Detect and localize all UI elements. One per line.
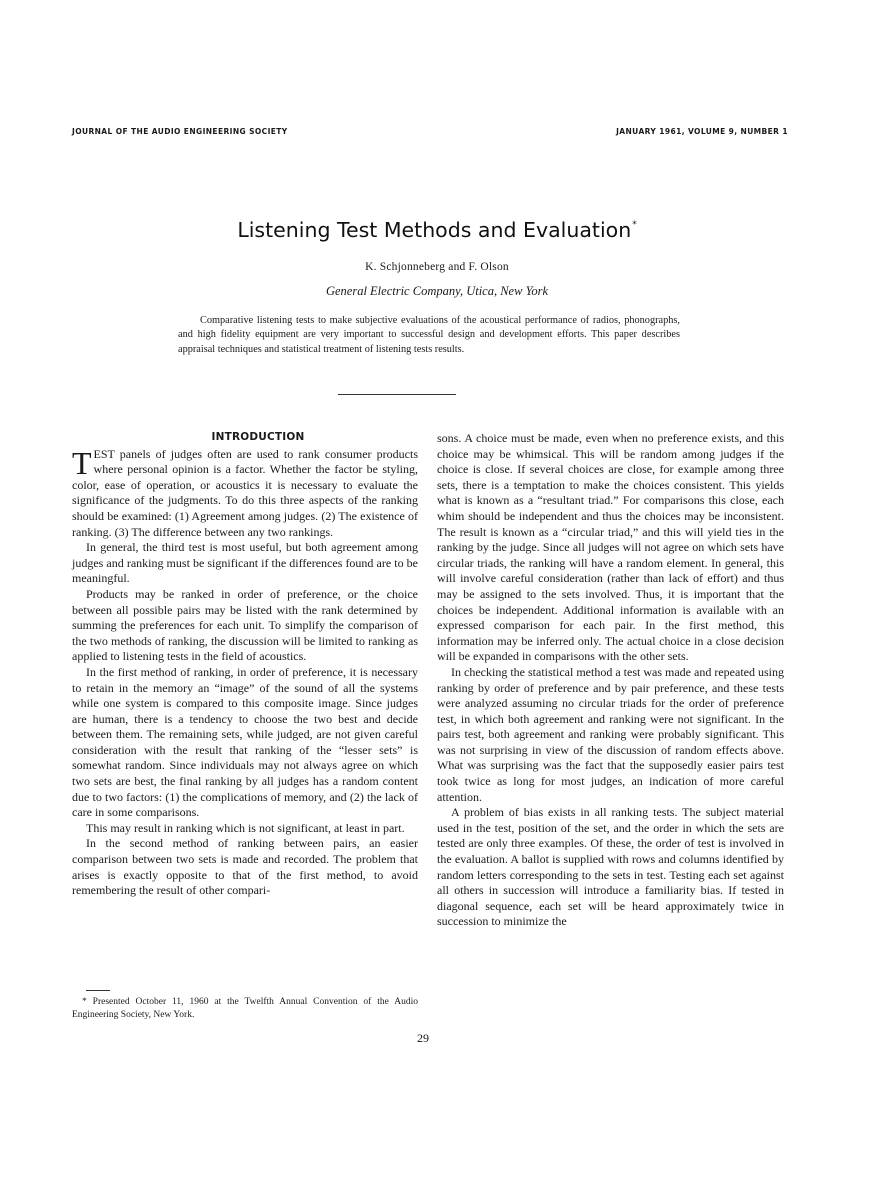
paragraph: In checking the statistical method a test was made and repeated using ranking by order of preference and by pair preference, and these tests were analyzed assuming no circular triads for the order of preference test, in which both agreement and ranking were not significant. In the pairs test, both agreement and ranking were probably significant. This was not surprising in view of the discussion of random effects above. What was surprising was the fact that the supposedly easier pairs test took twice as long for most judges, an indication of more careful attention. [437,664,784,804]
issue-info: JANUARY 1961, VOLUME 9, NUMBER 1 [616,127,788,136]
paragraph [72,444,418,541]
journal-name: JOURNAL OF THE AUDIO ENGINEERING SOCIETY [72,127,288,136]
title-text: Listening Test Methods and Evaluation [237,218,632,242]
title-footnote-mark: * [632,220,637,230]
author-line: K. Schjonneberg and F. Olson [365,261,509,273]
abstract: Comparative listening tests to make subjective evaluations of the acoustical performance of radios, phonographs, and high fidelity equipment are very important to successful design and development efforts. This paper describes appraisal techniques and statistical treatment of listening tests results. [178,315,680,355]
paragraph: In general, the third test is most useful, but both agreement among judges and ranking must be significant if the differences found are to be meaningful. [72,540,418,586]
page-number: 29 [417,1031,429,1045]
section-divider [338,394,456,395]
drop-cap: T [72,444,92,481]
right-column [437,431,784,930]
left-column [72,430,418,899]
paragraph: A problem of bias exists in all ranking tests. The subject material used in the test, position of the set, and the order in which the sets are tested are only three examples. Of these, the order of test is involved in the evaluation. A ballot is supplied with rows and columns identified by random letters corresponding to the sets in test. Testing each set against all others in succession will introduce a familiarity bias. If tested in diagonal sequence, each set will be heard approximately twice in succession to minimize the [437,805,784,929]
paragraph: sons. A choice must be made, even when no preference exists, and this choice may be whimsical. This will be random among judges if the choice is close. If several choices are close, for example among three sets, there is a temptation to make the choices consistent. This yields what is known as a “resultant triad.” For comparisons this close, each whim should be independent and thus the choices may be inconsistent. The result is known as a “circular triad,” and this will yield ties in the ranking by the judge. Since all judges will not agree on which sets have circular triads, the ranking will have a random element. In general, this will involve careful consideration (rather than lack of effort) and thus may be assigned to the sets involved. Thus, it is important that the choices be independent. Additional information is available with an expressed comparison for each pair. In the first method, this information may be inferred only. The actual choice in a close decision will be expanded in comparisons with the other sets. [437,431,784,664]
article-title [0,218,874,242]
paragraph: In the second method of ranking between pairs, an easier comparison between two sets is made and recorded. The problem that arises is exactly opposite to that of the first method, to avoid remembering the result of other compari- [72,836,418,898]
affiliation: General Electric Company, Utica, New York [325,284,549,298]
footnote: * Presented October 11, 1960 at the Twelfth Annual Convention of the Audio Engineering Society, New York. [72,997,418,1020]
running-header [72,127,788,141]
footnote-rule [86,990,110,991]
paragraph: This may result in ranking which is not significant, at least in part. [86,820,405,835]
paragraph: In the first method of ranking, in order of preference, it is necessary to retain in the memory an “image” of the sound of all the systems while one system is compared to this composite image. Since judges are human, there is a tendency to choose the two best and decide between them. The remaining sets, while judged, are not given careful consideration with the result that ranking of the “lesser sets” is somewhat random. Since individuals may not always agree on which two sets are best, the final ranking by all judges has a random content due to two factors: (1) the complications of memory, and (2) the lack of care in some comparisons. [72,664,418,820]
paragraph-text: EST panels of judges often are used to rank consumer products where personal opinion is a factor. Whether the factor be styling, color, ease of operation, or acoustics it is necessary to evaluate the significance of the judgments. To do this three aspects of the ranking should be examined: (1) Agreement among judges. (2) The existence of ranking. (3) The difference between any two rankings. [72,446,418,539]
section-heading: INTRODUCTION [211,431,305,443]
paragraph: Products may be ranked in order of preference, or the choice between all possible pairs may be listed with the rank determined by summing the preferences for each unit. To simplify the comparison of the two methods of ranking, the discussion will be limited to ranking as applied to listening tests in the field of acoustics. [72,586,418,664]
